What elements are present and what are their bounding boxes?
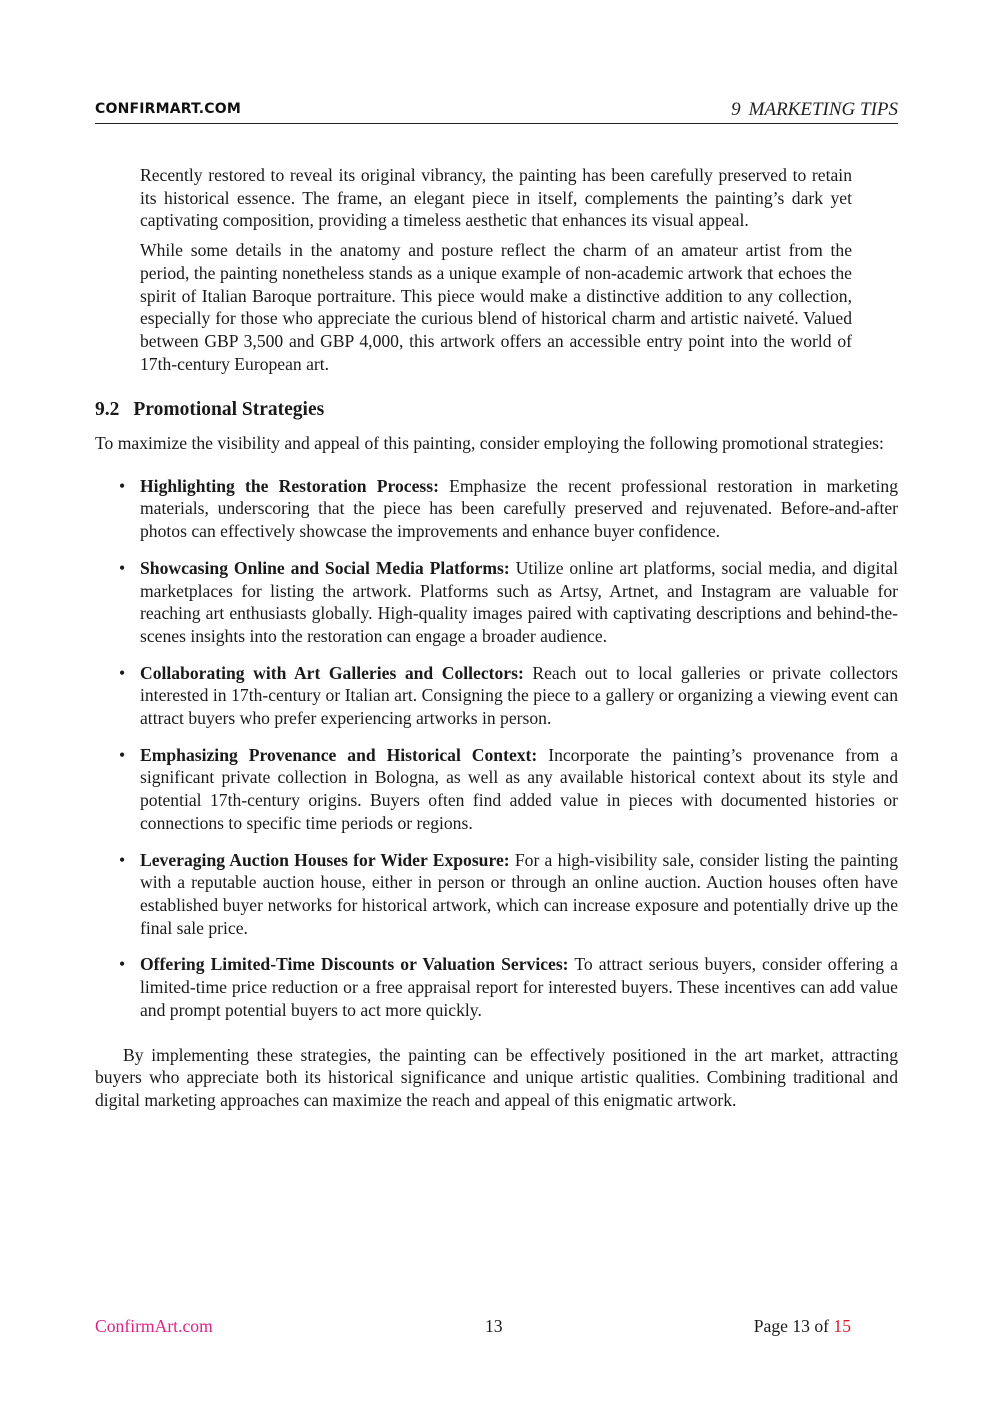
closing-paragraph: By implementing these strategies, the painting can be effectively positioned in the art market, attracting buyers who appreciate both its historical significance and unique artistic qualities. Combining traditional and digital marketing approaches can maximize the reach and appeal of this enigmatic artwork. [95, 1044, 898, 1110]
item-lead: Highlighting the Restoration Process: [140, 475, 439, 496]
item-lead: Showcasing Online and Social Media Platforms: [140, 557, 510, 578]
running-section-title [731, 99, 898, 121]
list-item [95, 475, 898, 543]
section-number: 9 [731, 99, 741, 120]
subsection-number: 9.2 [95, 399, 120, 421]
quoted-description [140, 164, 852, 375]
item-lead: Collaborating with Art Galleries and Collectors: [140, 662, 524, 683]
item-text: To attract serious buyers, consider offering a limited-time price reduction or a free appraisal report for interested buyers. These incentives can add value and prompt potential buyers to act more quickly. [140, 954, 898, 1020]
quote-paragraph: While some details in the anatomy and posture reflect the charm of an amateur artist from the period, the painting nonetheless stands as a unique example of non-academic artwork that echoes the spirit of Italian Baroque portraiture. This piece would make a distinctive addition to any collection, especially for those who appreciate the curious blend of historical charm and artistic naiveté. Valued between GBP 3,500 and GBP 4,000, this artwork offers an accessible entry point into the world of 17th-century European art. [140, 240, 852, 374]
strategy-list [95, 475, 898, 1022]
item-text: Emphasize the recent professional restoration in marketing materials, underscoring that the piece has been carefully preserved and rejuvenated. Before-and-after photos can effectively showcase the improvements and enhance buyer confidence. [140, 475, 898, 542]
footer-page-count [754, 1316, 851, 1337]
bullet-icon: • [119, 662, 126, 683]
list-item [95, 849, 898, 940]
bullet-icon: • [119, 849, 126, 870]
item-text: Reach out to local galleries or private collectors interested in 17th-century or Italian art. Consigning the piece to a gallery or organizing a viewing event can attract buyers who prefer experiencing artworks in person. [140, 662, 899, 729]
page-footer [95, 1316, 851, 1340]
list-item [95, 662, 898, 730]
subsection-heading [95, 399, 898, 422]
item-text: Utilize online art platforms, social media, and digital marketplaces for listing the artwork. Platforms such as Artsy, Artnet, and Instagram are valuable for reaching art enthusiasts globally. High-quality images paired with captivating descriptions and behind-the-scenes insights into the restoration can engage a broader audience. [140, 557, 898, 646]
section-title: MARKETING TIPS [748, 99, 898, 120]
bullet-icon: • [119, 557, 126, 578]
site-logo: CONFIRMART.COM [95, 101, 242, 117]
main-content [95, 164, 898, 1112]
page-total-link[interactable]: 15 [833, 1316, 851, 1336]
subsection-title: Promotional Strategies [133, 399, 325, 421]
item-lead: Leveraging Auction Houses for Wider Exposure: [140, 849, 510, 870]
item-text: Incorporate the painting’s provenance from a significant private collection in Bologna, as well as any available historical context about its style and potential 17th-century origins. Buyers often find added value in pieces with documented histories or connections to specific time periods or regions. [140, 744, 899, 833]
bullet-icon: • [119, 744, 126, 765]
intro-paragraph: To maximize the visibility and appeal of this painting, consider employing the following promotional strategies: [95, 433, 884, 454]
list-item [95, 953, 898, 1021]
page-count-prefix: Page 13 of [753, 1316, 829, 1336]
footer-page-number: 13 [485, 1316, 503, 1336]
bullet-icon: • [119, 475, 126, 496]
quote-paragraph: Recently restored to reveal its original vibrancy, the painting has been carefully preserved to retain its historical essence. The frame, an elegant piece in itself, complements the painting’s dark yet captivating composition, providing a timeless aesthetic that enhances its visual appeal. [140, 165, 852, 231]
page-header [95, 99, 898, 124]
bullet-icon: • [119, 954, 126, 975]
item-text: For a high-visibility sale, consider listing the painting with a reputable auction house, either in person or through an online auction. Auction houses often have established buyer networks for historical artwork, which can increase exposure and potentially drive up the final sale price. [140, 849, 898, 938]
list-item [95, 557, 898, 648]
item-lead: Emphasizing Provenance and Historical Context: [140, 744, 538, 765]
list-item [95, 744, 898, 835]
footer-site-link[interactable]: ConfirmArt.com [95, 1316, 213, 1336]
item-lead: Offering Limited-Time Discounts or Valuation Services: [140, 954, 569, 975]
